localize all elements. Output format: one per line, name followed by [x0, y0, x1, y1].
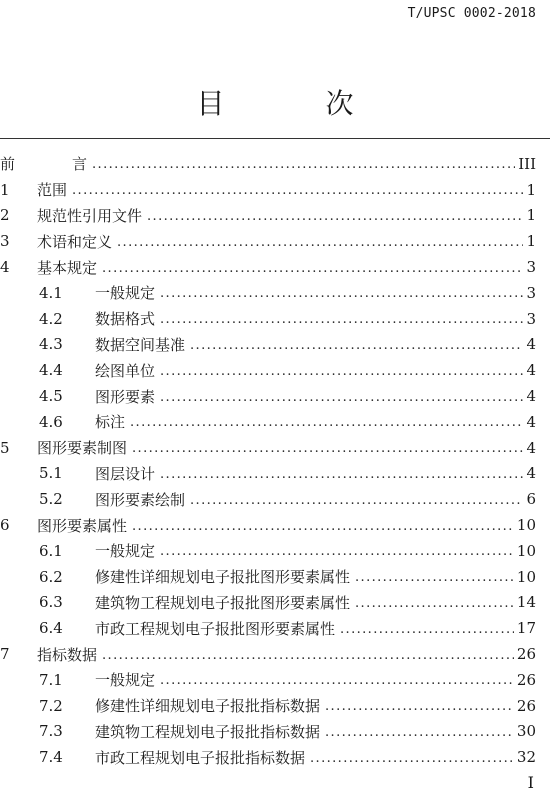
toc-entry[interactable]: [0, 486, 550, 512]
toc-entry-number: 5: [0, 438, 10, 457]
toc-entry-number: 4.3: [39, 335, 63, 354]
toc-entry-number: 1: [0, 180, 10, 199]
toc-entry-line: [37, 205, 536, 226]
toc-entry-page: 14: [516, 593, 536, 612]
toc-entry-title: 范围: [37, 181, 68, 200]
toc-entry[interactable]: [0, 744, 550, 770]
toc-entry-page: 4: [526, 387, 536, 406]
toc-entry-page: III: [518, 154, 536, 173]
toc-entry[interactable]: [0, 667, 550, 693]
toc-entry-title: 市政工程规划电子报批图形要素属性: [95, 619, 336, 638]
toc-title: 目 次: [196, 87, 400, 120]
toc-entry-page: 3: [526, 283, 536, 302]
toc-entry-number: 4.5: [39, 387, 63, 406]
toc-entry-page: 26: [516, 670, 536, 689]
dot-leader: [102, 648, 514, 663]
toc-entry-page: 3: [526, 258, 536, 277]
toc-entry-line: [37, 231, 536, 252]
toc-entry-page: 4: [526, 335, 536, 354]
dot-leader: [340, 622, 514, 637]
toc-entry-line: [37, 179, 536, 200]
toc-entry-line: [37, 437, 536, 458]
toc-entry-line: [95, 721, 536, 742]
toc-entry-title: 规范性引用文件: [37, 206, 143, 225]
toc-entry-line: [95, 618, 536, 639]
toc-entry-title: 数据空间基准: [95, 335, 186, 354]
toc-entry-title: 一般规定: [95, 671, 156, 690]
toc-entry-title: 市政工程规划电子报批指标数据: [95, 748, 306, 767]
toc-entry-number: 4.2: [39, 309, 63, 328]
toc-entry-line: [95, 463, 536, 484]
toc-entry-line: [72, 153, 536, 174]
title-divider: [0, 138, 550, 139]
toc-entry[interactable]: [0, 693, 550, 719]
dot-leader: [325, 725, 514, 740]
toc-entry-number: 前: [0, 155, 16, 174]
toc-entry[interactable]: [0, 228, 550, 254]
toc-entry-title: 图形要素: [95, 387, 156, 406]
toc-entry-page: 1: [526, 206, 536, 225]
dot-leader: [102, 261, 523, 276]
dot-leader: [190, 493, 523, 508]
toc-entry-number: 4.1: [39, 283, 63, 302]
toc-entry-title: 图形要素属性: [37, 516, 128, 535]
toc-entry-page: 1: [526, 232, 536, 251]
toc-entry-number: 4.6: [39, 412, 63, 431]
toc-entry-line: [95, 411, 536, 432]
toc-entry-title: 建筑物工程规划电子报批图形要素属性: [95, 593, 351, 612]
toc-entry[interactable]: [0, 435, 550, 461]
toc-entry-number: 7.2: [39, 696, 63, 715]
table-of-contents: [0, 151, 550, 770]
toc-entry-page: 4: [526, 438, 536, 457]
toc-entry-line: [37, 515, 536, 536]
toc-entry-number: 6.4: [39, 619, 63, 638]
dot-leader: [160, 286, 523, 301]
toc-entry-page: 6: [526, 490, 536, 509]
toc-entry-page: 17: [516, 619, 536, 638]
toc-entry-line: [95, 360, 536, 381]
toc-entry[interactable]: [0, 719, 550, 745]
toc-entry-number: 2: [0, 206, 10, 225]
dot-leader: [72, 183, 523, 198]
toc-entry-title: 基本规定: [37, 258, 98, 277]
toc-entry[interactable]: [0, 177, 550, 203]
dot-leader: [310, 751, 514, 766]
toc-entry-number: 3: [0, 232, 10, 251]
toc-entry-number: 6.1: [39, 541, 63, 560]
toc-entry-line: [95, 669, 536, 690]
toc-entry-title: 图层设计: [95, 464, 156, 483]
toc-entry-title: 修建性详细规划电子报批图形要素属性: [95, 568, 351, 587]
toc-entry-title: 图形要素绘制: [95, 490, 186, 509]
toc-entry-line: [95, 386, 536, 407]
toc-entry-title: 图形要素制图: [37, 439, 128, 458]
toc-entry-page: 10: [516, 541, 536, 560]
toc-entry-page: 26: [516, 645, 536, 664]
dot-leader: [190, 338, 523, 353]
toc-entry-title: 数据格式: [95, 310, 156, 329]
toc-entry[interactable]: [0, 409, 550, 435]
toc-entry-number: 6.2: [39, 567, 63, 586]
toc-entry-page: 3: [526, 309, 536, 328]
dot-leader: [325, 699, 514, 714]
toc-entry[interactable]: [0, 383, 550, 409]
toc-entry[interactable]: [0, 306, 550, 332]
toc-entry-line: [95, 566, 536, 587]
page-number: I: [527, 773, 534, 792]
toc-entry-title: 绘图单位: [95, 361, 156, 380]
toc-entry-page: 26: [516, 696, 536, 715]
dot-leader: [92, 157, 515, 172]
toc-entry-page: 10: [516, 567, 536, 586]
toc-entry[interactable]: [0, 564, 550, 590]
toc-entry-line: [95, 540, 536, 561]
toc-entry[interactable]: [0, 254, 550, 280]
toc-entry[interactable]: [0, 615, 550, 641]
toc-entry-line: [37, 257, 536, 278]
toc-entry-number: 7: [0, 645, 10, 664]
toc-entry-line: [95, 747, 536, 768]
toc-entry-title: 修建性详细规划电子报批指标数据: [95, 697, 321, 716]
toc-entry[interactable]: [0, 538, 550, 564]
dot-leader: [160, 390, 523, 405]
dot-leader: [147, 209, 523, 224]
toc-entry-number: 4.4: [39, 361, 63, 380]
toc-entry[interactable]: [0, 332, 550, 358]
toc-entry-title: 一般规定: [95, 284, 156, 303]
dot-leader: [160, 467, 523, 482]
toc-entry-page: 1: [526, 180, 536, 199]
toc-entry-line: [37, 644, 536, 665]
toc-entry-title: 标注: [95, 413, 126, 432]
toc-entry-title: 言: [72, 155, 88, 174]
toc-entry-page: 4: [526, 464, 536, 483]
toc-entry-line: [95, 282, 536, 303]
dot-leader: [132, 441, 523, 456]
toc-entry-page: 4: [526, 412, 536, 431]
dot-leader: [130, 415, 523, 430]
toc-entry[interactable]: [0, 280, 550, 306]
toc-entry-number: 6: [0, 516, 10, 535]
dot-leader: [132, 519, 514, 534]
toc-entry[interactable]: [0, 641, 550, 667]
standard-code: T/UPSC 0002-2018: [407, 6, 536, 21]
dot-leader: [160, 364, 523, 379]
toc-entry[interactable]: [0, 203, 550, 229]
toc-entry-title: 建筑物工程规划电子报批指标数据: [95, 722, 321, 741]
toc-entry-number: 5.1: [39, 464, 63, 483]
toc-entry-line: [95, 334, 536, 355]
toc-entry[interactable]: [0, 512, 550, 538]
toc-entry-title: 指标数据: [37, 645, 98, 664]
toc-entry-number: 7.3: [39, 722, 63, 741]
dot-leader: [160, 312, 523, 327]
toc-entry[interactable]: [0, 461, 550, 487]
toc-entry[interactable]: [0, 590, 550, 616]
toc-entry-title: 术语和定义: [37, 232, 113, 251]
toc-entry-line: [95, 592, 536, 613]
toc-entry-page: 32: [516, 748, 536, 767]
dot-leader: [355, 570, 514, 585]
toc-entry-line: [95, 489, 536, 510]
toc-entry-line: [95, 308, 536, 329]
toc-entry-line: [95, 695, 536, 716]
toc-entry-number: 6.3: [39, 593, 63, 612]
dot-leader: [160, 544, 514, 559]
toc-entry-number: 5.2: [39, 490, 63, 509]
toc-entry[interactable]: [0, 357, 550, 383]
toc-entry[interactable]: [0, 151, 550, 177]
toc-entry-page: 30: [516, 722, 536, 741]
dot-leader: [117, 235, 523, 250]
toc-entry-page: 10: [516, 516, 536, 535]
toc-entry-page: 4: [526, 361, 536, 380]
toc-entry-title: 一般规定: [95, 542, 156, 561]
toc-entry-number: 7.1: [39, 670, 63, 689]
dot-leader: [160, 673, 514, 688]
toc-entry-number: 4: [0, 258, 10, 277]
toc-entry-number: 7.4: [39, 748, 63, 767]
dot-leader: [355, 596, 514, 611]
